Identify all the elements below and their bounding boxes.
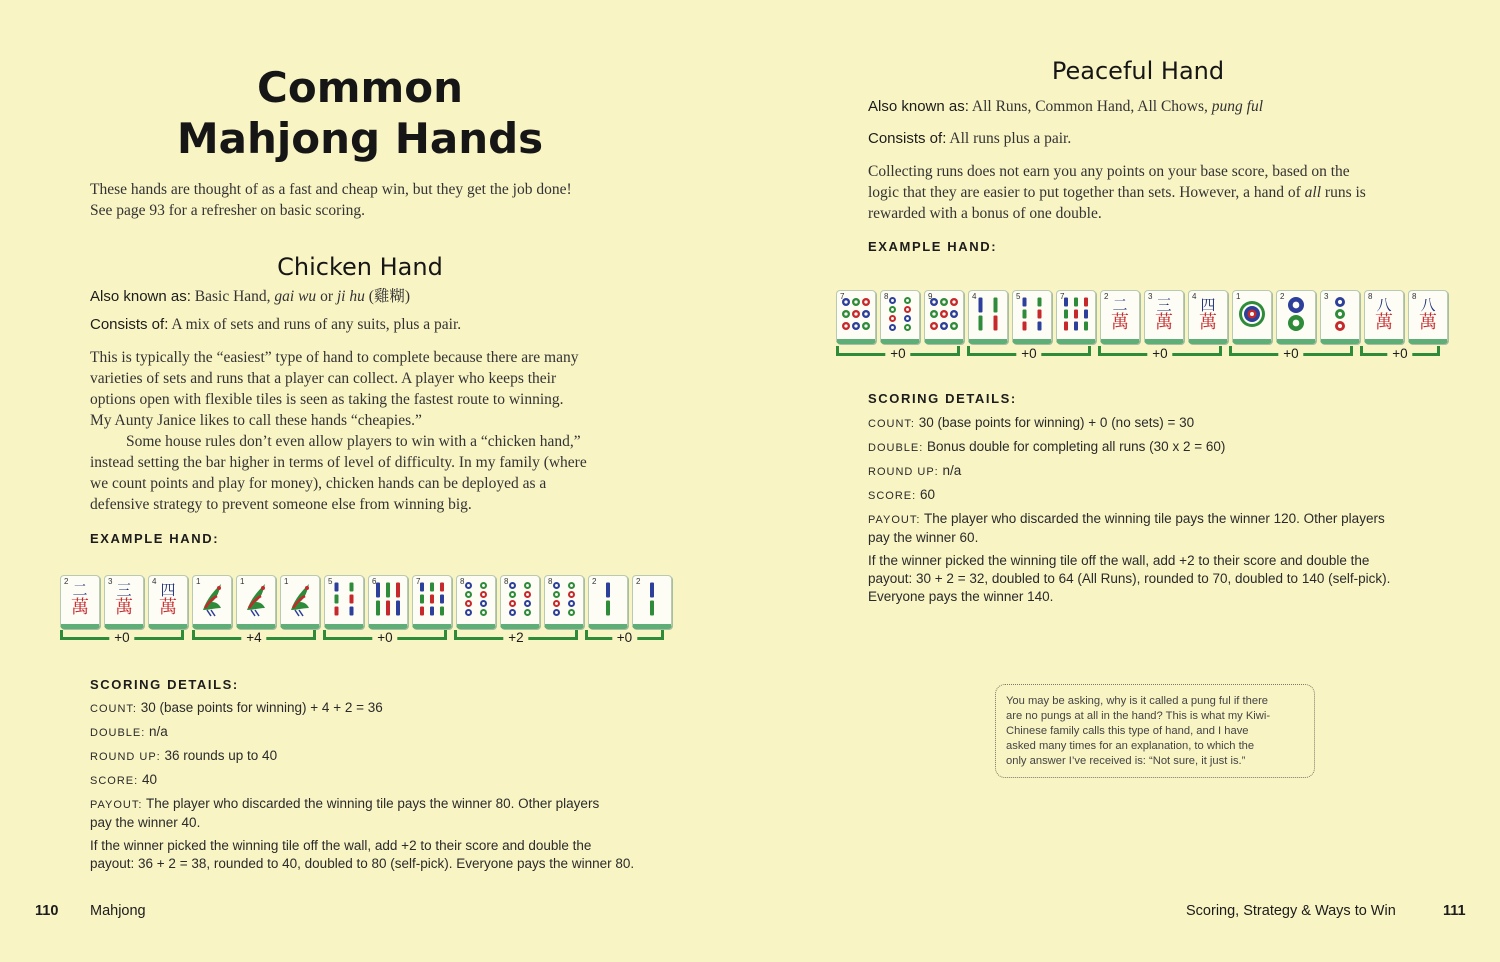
chicken-aka: Also known as: Basic Hand, gai wu or ji hu (雞糊) [90,288,411,305]
bamboo-suit-icon [1017,296,1047,335]
peaceful-group-bracket: +0 [1360,346,1440,356]
character-tile-glyph: 八 萬 [1419,296,1437,333]
chicken-group-bracket: +2 [454,630,578,640]
dots-suit-icon [1281,296,1311,335]
tile-number: 2 [592,577,597,586]
chicken-group-bracket: +4 [192,630,316,640]
one-dot-icon [1237,299,1267,332]
tile-number: 1 [196,577,201,586]
chicken-count: COUNT: 30 (base points for winning) + 4 + 2 = 36 [90,700,383,715]
tile-number: 2 [1280,292,1285,301]
tile-number: 3 [108,577,113,586]
dots-suit-icon [841,296,871,335]
bamboo-suit-icon [1061,296,1091,335]
tile-number: 8 [884,292,889,301]
peaceful-group-bracket: +0 [967,346,1091,356]
character-tile-glyph: 二 萬 [1111,296,1129,333]
peaceful-group-bracket: +0 [1098,346,1222,356]
tile-number: 1 [240,577,245,586]
character-tile-glyph: 三 萬 [1155,296,1173,333]
mahjong-tile [104,575,144,629]
character-tile-glyph: 三 萬 [115,581,133,618]
mahjong-tile [968,290,1008,344]
right-running-title: Scoring, Strategy & Ways to Win [1186,903,1396,919]
peaceful-payout: PAYOUT: The player who discarded the winning tile pays the winner 120. Other players pay the winner 60. [868,511,1385,545]
peaceful-example-tiles [836,290,1448,344]
tile-number: 1 [284,577,289,586]
tile-number: 6 [372,577,377,586]
chicken-score: SCORE: 40 [90,772,157,787]
mahjong-tile [1188,290,1228,344]
peaceful-score: SCORE: 60 [868,487,935,502]
chicken-selfpick: If the winner picked the winning tile off the wall, add +2 to their score and double the payout: 36 + 2 = 38, rounded to 40, doubled to 80 (self-pick). Everyone pays the winner 80. [90,838,635,871]
mahjong-tile [1408,290,1448,344]
mahjong-tile [192,575,232,629]
peaceful-group-brackets [836,346,1446,366]
bamboo-suit-icon [373,581,403,620]
peaceful-aka: Also known as: All Runs, Common Hand, All Chows, pung ful [868,98,1264,115]
mahjong-tile [1364,290,1404,344]
mahjong-tile [500,575,540,629]
tile-number: 2 [636,577,641,586]
tile-number: 8 [548,577,553,586]
tile-number: 5 [328,577,333,586]
peaceful-group-bracket: +0 [1229,346,1353,356]
tile-number: 1 [1236,292,1241,301]
peaceful-selfpick: If the winner picked the winning tile off the wall, add +2 to their score and double the payout: 30 + 2 = 32, doubled to 64 (All Runs), rounded to 70, doubled to 140 (self-pick). Everyone pays the winner 140. [868,553,1391,604]
character-tile-glyph: 四 萬 [1199,296,1217,333]
mahjong-tile [1100,290,1140,344]
mahjong-tile [456,575,496,629]
mahjong-tile [924,290,964,344]
bamboo-suit-icon [973,296,1003,335]
peaceful-hand-heading: Peaceful Hand [1051,57,1225,85]
chicken-example-tiles [60,575,672,629]
tile-number: 9 [928,292,933,301]
mahjong-tile [544,575,584,629]
chicken-group-bracket: +0 [323,630,447,640]
chicken-double: DOUBLE: n/a [90,724,168,739]
peaceful-group-bracket: +0 [836,346,960,356]
dots-suit-icon [1325,296,1355,335]
tile-number: 4 [972,292,977,301]
bamboo-suit-icon [637,581,667,620]
chicken-group-bracket: +0 [585,630,664,640]
peaceful-example-label: EXAMPLE HAND: [868,239,998,254]
dots-suit-icon [505,581,535,620]
sidebar-note: You may be asking, why is it called a pung ful if there are no pungs at all in the hand? This is what my Kiwi- Chinese family calls this type of hand, and I have asked many times for an explanation, to which the only answer I’ve received is: “Not sure, it just is.” [995,684,1315,778]
peaceful-count: COUNT: 30 (base points for winning) + 0 (no sets) = 30 [868,415,1195,430]
mahjong-tile [412,575,452,629]
peaceful-consists: Consists of: All runs plus a pair. [868,130,1072,147]
tile-number: 4 [1192,292,1197,301]
left-page-number: 110 [35,903,59,919]
bird-icon [285,580,315,621]
character-tile-glyph: 八 萬 [1375,296,1393,333]
bird-icon [241,580,271,621]
mahjong-tile [880,290,920,344]
character-tile-glyph: 二 萬 [71,581,89,618]
dots-suit-icon [461,581,491,620]
mahjong-tile [1144,290,1184,344]
mahjong-tile [60,575,100,629]
peaceful-roundup: ROUND UP: n/a [868,463,962,478]
mahjong-tile [836,290,876,344]
tile-number: 7 [1060,292,1065,301]
bamboo-suit-icon [593,581,623,620]
page-title: Common Mahjong Hands [176,63,544,163]
left-running-title: Mahjong [90,903,146,919]
chicken-description: This is typically the “easiest” type of hand to complete because there are many varieties of sets and runs that a player can collect. A player who keeps their options open with flexible tiles is seen as taking the fastest route to winning. My Aunty Janice likes to call these hands “cheapies.” Some house rules don’t even allow players to win with a “chicken hand,” instead setting the bar higher in terms of level of difficulty. In my family (where we count points and play for money), chicken hands can be deployed as a defensive strategy to prevent someone else from winning big. [90,349,587,513]
right-page-number: 111 [1443,903,1466,919]
chicken-roundup: ROUND UP: 36 rounds up to 40 [90,748,278,763]
chicken-hand-heading: Chicken Hand [277,253,443,281]
mahjong-tile [1276,290,1316,344]
peaceful-description: Collecting runs does not earn you any points on your base score, based on the logic that they are easier to put together than sets. However, a hand of all runs is rewarded with a bonus of one double. [868,163,1366,222]
chicken-example-label: EXAMPLE HAND: [90,531,220,546]
tile-number: 5 [1016,292,1021,301]
tile-number: 7 [416,577,421,586]
chicken-scoring-title: SCORING DETAILS: [90,677,239,692]
chicken-group-bracket: +0 [60,630,184,640]
tile-number: 2 [1104,292,1109,301]
intro-text: These hands are thought of as a fast and cheap win, but they get the job done! See page 93 for a refresher on basic scoring. [90,181,572,219]
character-tile-glyph: 四 萬 [159,581,177,618]
tile-number: 3 [1324,292,1329,301]
chicken-consists: Consists of: A mix of sets and runs of any suits, plus a pair. [90,316,462,333]
peaceful-scoring-title: SCORING DETAILS: [868,391,1017,406]
dots-suit-icon [549,581,579,620]
chicken-group-brackets [60,630,670,650]
mahjong-tile [280,575,320,629]
tile-number: 8 [1368,292,1373,301]
peaceful-scoring-details [868,414,1448,611]
mahjong-tile [368,575,408,629]
mahjong-tile [324,575,364,629]
mahjong-tile [1320,290,1360,344]
tile-number: 8 [460,577,465,586]
dots-suit-icon [885,296,915,335]
tile-number: 3 [1148,292,1153,301]
bird-icon [197,580,227,621]
peaceful-double: DOUBLE: Bonus double for completing all runs (30 x 2 = 60) [868,439,1226,454]
chicken-scoring-details [90,699,670,878]
bamboo-suit-icon [329,581,359,620]
dots-suit-icon [929,296,959,335]
mahjong-tile [1056,290,1096,344]
mahjong-tile [148,575,188,629]
mahjong-tile [588,575,628,629]
mahjong-tile [1232,290,1272,344]
mahjong-tile [1012,290,1052,344]
chicken-payout: PAYOUT: The player who discarded the winning tile pays the winner 80. Other players pay the winner 40. [90,796,600,830]
bamboo-suit-icon [417,581,447,620]
mahjong-tile [632,575,672,629]
tile-number: 8 [504,577,509,586]
tile-number: 4 [152,577,157,586]
tile-number: 7 [840,292,845,301]
tile-number: 2 [64,577,69,586]
tile-number: 8 [1412,292,1417,301]
mahjong-tile [236,575,276,629]
